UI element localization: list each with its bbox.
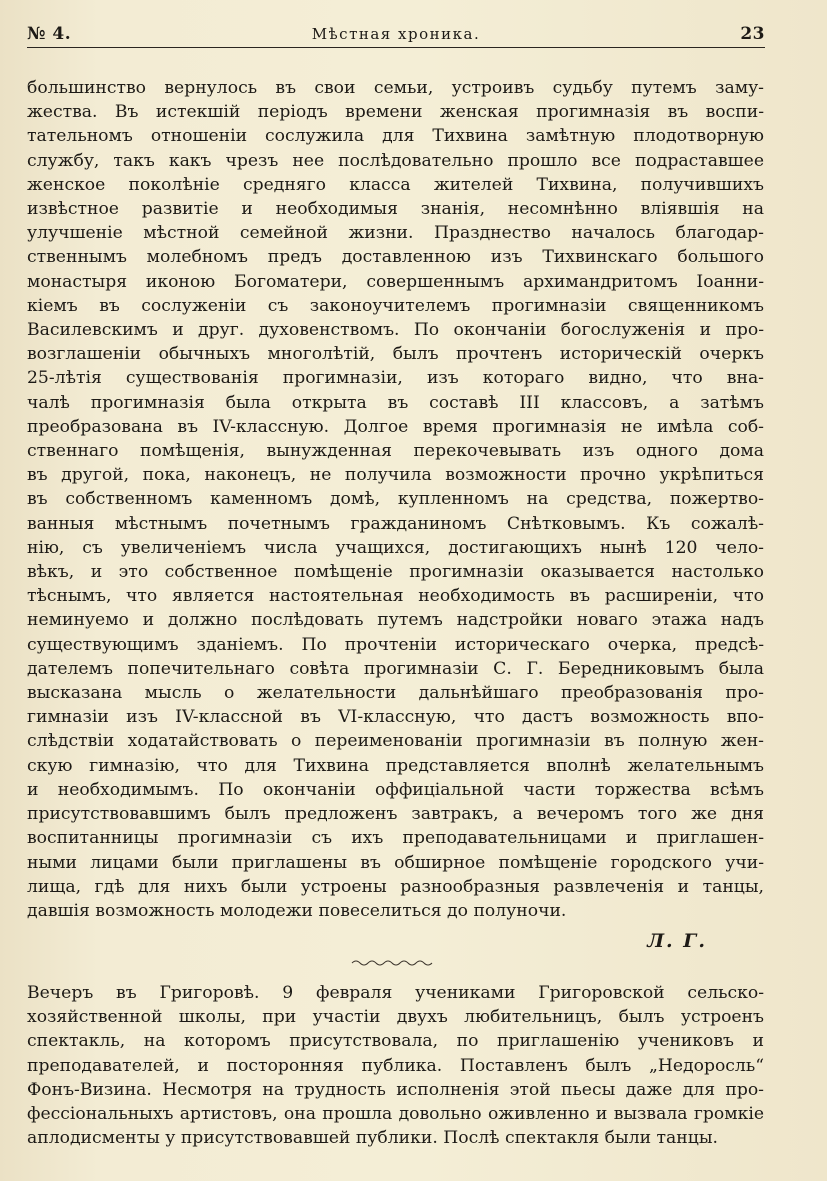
paragraph-1-line: монастыря иконою Богоматери, совершеннымъ архимандритомъ Іоанни- bbox=[27, 271, 764, 292]
paragraph-1-line: и необходимымъ. По окончаніи оффиціальной части торжества всѣмъ bbox=[27, 779, 764, 800]
chronicle-paragraph-1 bbox=[27, 76, 764, 923]
paragraph-1-line: преобразована въ IV-классную. Долгое время прогимназія не имѣла соб- bbox=[27, 416, 764, 437]
section-title: Мѣстная хроника. bbox=[311, 25, 481, 43]
paragraph-1-line: ственнымъ молебномъ предъ доставленною изъ Тихвинскаго большого bbox=[27, 247, 764, 268]
author-signature: Л. Г. bbox=[647, 930, 707, 952]
paragraph-1-line: жества. Въ истекшій періодъ времени женская прогимназія въ воспи- bbox=[27, 102, 764, 123]
paragraph-2-line: аплодисменты у присутствовавшей публики. Послѣ спектакля были танцы. bbox=[27, 1128, 718, 1149]
paragraph-1-line: тѣснымъ, что является настоятельная необходимость въ расширеніи, что bbox=[27, 586, 764, 607]
paragraph-1-line: дателемъ попечительнаго совѣта прогимназіи С. Г. Бередниковымъ была bbox=[27, 658, 764, 679]
issue-number: № 4. bbox=[27, 24, 72, 44]
paragraph-1-line: извѣстное развитіе и необходимыя знанія, несомнѣнно вліявшія на bbox=[27, 199, 764, 220]
header-rule bbox=[27, 47, 765, 48]
section-divider-ornament bbox=[350, 958, 440, 968]
paragraph-1-line: ванныя мѣстнымъ почетнымъ гражданиномъ Снѣтковымъ. Къ сожалѣ- bbox=[27, 513, 764, 534]
paragraph-1-line: скую гимназію, что для Тихвина представляется вполнѣ желательнымъ bbox=[27, 755, 764, 776]
paragraph-1-line: кіемъ въ сослуженіи съ законоучителемъ прогимназіи священникомъ bbox=[27, 295, 764, 316]
paragraph-1-line: воспитанницы прогимназіи съ ихъ преподавательницами и приглашен- bbox=[27, 828, 764, 849]
paragraph-1-line: возглашеніи обычныхъ многолѣтій, былъ прочтенъ историческій очеркъ bbox=[27, 344, 764, 365]
paragraph-2-line: хозяйственной школы, при участіи двухъ любительницъ, былъ устроенъ bbox=[27, 1007, 764, 1028]
paragraph-2-line: преподавателей, и посторонняя публика. Поставленъ былъ „Недоросль“ bbox=[27, 1055, 764, 1076]
paragraph-1-line: гимназіи изъ IV-классной въ VI-классную, что дастъ возможность впо- bbox=[27, 707, 764, 728]
paragraph-1-line: ными лицами были приглашены въ обширное помѣщеніе городского учи- bbox=[27, 852, 764, 873]
paragraph-2-line: фессіональныхъ артистовъ, она прошла довольно оживленно и вызвала громкіе bbox=[27, 1104, 764, 1125]
page-number: 23 bbox=[740, 24, 765, 44]
paragraph-1-line: слѣдствіи ходатайствовать о переименованіи прогимназіи въ полную жен- bbox=[27, 731, 764, 752]
paragraph-1-line: нію, съ увеличеніемъ числа учащихся, достигающихъ нынѣ 120 чело- bbox=[27, 537, 764, 558]
paragraph-1-line: въ другой, пока, наконецъ, не получила возможности прочно укрѣпиться bbox=[27, 465, 764, 486]
paragraph-1-line: присутствовавшимъ былъ предложенъ завтракъ, а вечеромъ того же дня bbox=[27, 804, 764, 825]
paragraph-2-line: Фонъ-Визина. Несмотря на трудность исполненія этой пьесы даже для про- bbox=[27, 1079, 764, 1100]
chronicle-paragraph-2 bbox=[27, 981, 764, 1150]
running-head bbox=[27, 24, 765, 48]
paragraph-1-line: большинство вернулось въ свои семьи, устроивъ судьбу путемъ заму- bbox=[27, 78, 764, 98]
paragraph-1-line: неминуемо и должно послѣдовать путемъ надстройки новаго этажа надъ bbox=[27, 610, 764, 631]
paragraph-1-line: Василевскимъ и друг. духовенствомъ. По окончаніи богослуженія и про- bbox=[27, 320, 764, 341]
paragraph-1-line: улучшеніе мѣстной семейной жизни. Празднество началось благодар- bbox=[27, 223, 764, 244]
paragraph-1-line: давшія возможность молодежи повеселиться до полуночи. bbox=[27, 900, 567, 921]
paragraph-1-line: существующимъ зданіемъ. По прочтеніи историческаго очерка, предсѣ- bbox=[27, 634, 764, 655]
paragraph-1-line: въ собственномъ каменномъ домѣ, купленномъ на средства, пожертво- bbox=[27, 489, 764, 510]
paragraph-1-line: службу, такъ какъ чрезъ нее послѣдовательно прошло все подраставшее bbox=[27, 150, 764, 171]
paragraph-1-line: лища, гдѣ для нихъ были устроены разнообразныя развлеченія и танцы, bbox=[27, 876, 764, 897]
paragraph-2-line: спектакль, на которомъ присутствовала, по приглашенію учениковъ и bbox=[27, 1031, 764, 1052]
paragraph-1-line: женское поколѣніе средняго класса жителей Тихвина, получившихъ bbox=[27, 174, 764, 195]
paragraph-1-line: ственнаго помѣщенія, вынужденная перекочевывать изъ одного дома bbox=[27, 441, 764, 462]
paragraph-1-line: тательномъ отношеніи сослужила для Тихвина замѣтную плодотворную bbox=[27, 126, 764, 147]
paragraph-1-line: высказана мысль о желательности дальнѣйшаго преобразованія про- bbox=[27, 683, 764, 704]
paragraph-1-line: чалѣ прогимназія была открыта въ составѣ III классовъ, а затѣмъ bbox=[27, 392, 764, 413]
paragraph-1-line: вѣкъ, и это собственное помѣщеніе прогимназіи оказывается настолько bbox=[27, 562, 764, 583]
paragraph-2-line: Вечеръ въ Григоровѣ. 9 февраля учениками Григоровской сельско- bbox=[27, 983, 764, 1003]
paragraph-1-line: 25-лѣтія существованія прогимназіи, изъ котораго видно, что вна- bbox=[27, 368, 764, 389]
